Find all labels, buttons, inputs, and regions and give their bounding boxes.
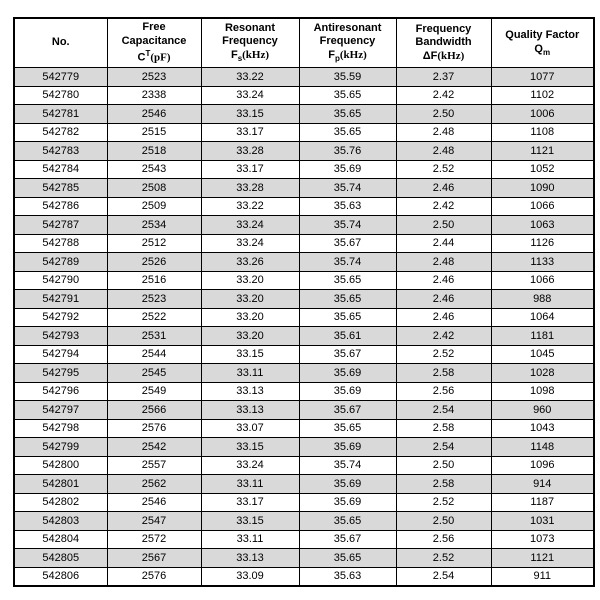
cell-no: 542801 <box>14 475 107 494</box>
cell-frequency-bandwidth: 2.46 <box>396 271 491 290</box>
cell-frequency-bandwidth: 2.54 <box>396 438 491 457</box>
cell-frequency-bandwidth: 2.48 <box>396 142 491 161</box>
cell-free-capacitance: 2572 <box>107 530 201 549</box>
table-row <box>14 179 594 198</box>
cell-antiresonant-frequency: 35.69 <box>299 160 396 179</box>
cell-frequency-bandwidth: 2.46 <box>396 290 491 309</box>
table-row <box>14 68 594 87</box>
cell-quality-factor: 1096 <box>491 456 594 475</box>
cell-quality-factor: 1043 <box>491 419 594 438</box>
cell-no: 542780 <box>14 86 107 105</box>
cell-antiresonant-frequency: 35.67 <box>299 234 396 253</box>
cell-no: 542806 <box>14 567 107 586</box>
cell-frequency-bandwidth: 2.52 <box>396 549 491 568</box>
cell-no: 542796 <box>14 382 107 401</box>
cell-resonant-frequency: 33.24 <box>201 216 299 235</box>
cell-frequency-bandwidth: 2.52 <box>396 160 491 179</box>
column-header-antiresonant-frequency <box>299 18 396 68</box>
cell-antiresonant-frequency: 35.65 <box>299 271 396 290</box>
cell-free-capacitance: 2523 <box>107 68 201 87</box>
cell-free-capacitance: 2545 <box>107 364 201 383</box>
cell-resonant-frequency: 33.13 <box>201 549 299 568</box>
cell-quality-factor: 911 <box>491 567 594 586</box>
cell-no: 542782 <box>14 123 107 142</box>
cell-free-capacitance: 2509 <box>107 197 201 216</box>
cell-quality-factor: 960 <box>491 401 594 420</box>
cell-free-capacitance: 2543 <box>107 160 201 179</box>
column-title: Free Capacitance <box>121 21 187 47</box>
cell-antiresonant-frequency: 35.74 <box>299 216 396 235</box>
cell-frequency-bandwidth: 2.46 <box>396 308 491 327</box>
cell-no: 542787 <box>14 216 107 235</box>
cell-frequency-bandwidth: 2.50 <box>396 456 491 475</box>
table-header <box>14 18 594 68</box>
column-symbol: $F_s(kHz)$ <box>230 49 270 64</box>
cell-no: 542797 <box>14 401 107 420</box>
cell-quality-factor: 1126 <box>491 234 594 253</box>
cell-no: 542783 <box>14 142 107 161</box>
cell-quality-factor: 1181 <box>491 327 594 346</box>
cell-free-capacitance: 2557 <box>107 456 201 475</box>
cell-antiresonant-frequency: 35.65 <box>299 86 396 105</box>
cell-frequency-bandwidth: 2.56 <box>396 530 491 549</box>
table-row <box>14 475 594 494</box>
cell-quality-factor: 914 <box>491 475 594 494</box>
cell-quality-factor: 1090 <box>491 179 594 198</box>
cell-resonant-frequency: 33.17 <box>201 123 299 142</box>
table-row <box>14 271 594 290</box>
table-row <box>14 493 594 512</box>
column-symbol: $C^T(pF)$ <box>137 48 171 64</box>
cell-free-capacitance: 2338 <box>107 86 201 105</box>
table-row <box>14 86 594 105</box>
cell-resonant-frequency: 33.28 <box>201 142 299 161</box>
column-symbol: ΔF(kHz) <box>422 50 465 63</box>
cell-frequency-bandwidth: 2.44 <box>396 234 491 253</box>
cell-free-capacitance: 2542 <box>107 438 201 457</box>
cell-resonant-frequency: 33.17 <box>201 160 299 179</box>
cell-no: 542799 <box>14 438 107 457</box>
cell-free-capacitance: 2546 <box>107 493 201 512</box>
column-header-free-capacitance <box>107 18 201 68</box>
cell-resonant-frequency: 33.24 <box>201 456 299 475</box>
cell-antiresonant-frequency: 35.67 <box>299 530 396 549</box>
cell-antiresonant-frequency: 35.76 <box>299 142 396 161</box>
cell-resonant-frequency: 33.09 <box>201 567 299 586</box>
cell-antiresonant-frequency: 35.63 <box>299 197 396 216</box>
cell-no: 542800 <box>14 456 107 475</box>
cell-antiresonant-frequency: 35.63 <box>299 567 396 586</box>
cell-resonant-frequency: 33.17 <box>201 493 299 512</box>
cell-antiresonant-frequency: 35.74 <box>299 179 396 198</box>
table-row <box>14 160 594 179</box>
table-row <box>14 234 594 253</box>
cell-resonant-frequency: 33.20 <box>201 327 299 346</box>
cell-free-capacitance: 2576 <box>107 567 201 586</box>
cell-antiresonant-frequency: 35.69 <box>299 438 396 457</box>
cell-frequency-bandwidth: 2.56 <box>396 382 491 401</box>
cell-quality-factor: 1031 <box>491 512 594 531</box>
cell-antiresonant-frequency: 35.67 <box>299 401 396 420</box>
cell-resonant-frequency: 33.15 <box>201 105 299 124</box>
cell-resonant-frequency: 33.22 <box>201 68 299 87</box>
cell-free-capacitance: 2544 <box>107 345 201 364</box>
cell-quality-factor: 1066 <box>491 197 594 216</box>
column-header-frequency-bandwidth <box>396 18 491 68</box>
cell-resonant-frequency: 33.11 <box>201 475 299 494</box>
table-row <box>14 105 594 124</box>
column-symbol: $F_p(kHz)$ <box>328 49 367 64</box>
cell-frequency-bandwidth: 2.37 <box>396 68 491 87</box>
column-header-quality-factor <box>491 18 594 68</box>
table-row <box>14 549 594 568</box>
cell-quality-factor: 1108 <box>491 123 594 142</box>
cell-quality-factor: 1098 <box>491 382 594 401</box>
column-header-no <box>14 18 107 68</box>
cell-resonant-frequency: 33.13 <box>201 382 299 401</box>
table-row <box>14 197 594 216</box>
cell-resonant-frequency: 33.07 <box>201 419 299 438</box>
table-row <box>14 253 594 272</box>
cell-antiresonant-frequency: 35.65 <box>299 549 396 568</box>
cell-antiresonant-frequency: 35.61 <box>299 327 396 346</box>
cell-quality-factor: 1006 <box>491 105 594 124</box>
cell-quality-factor: 1028 <box>491 364 594 383</box>
cell-free-capacitance: 2576 <box>107 419 201 438</box>
cell-no: 542784 <box>14 160 107 179</box>
cell-frequency-bandwidth: 2.54 <box>396 401 491 420</box>
cell-free-capacitance: 2546 <box>107 105 201 124</box>
cell-quality-factor: 1077 <box>491 68 594 87</box>
cell-antiresonant-frequency: 35.65 <box>299 419 396 438</box>
table-row <box>14 512 594 531</box>
cell-antiresonant-frequency: 35.69 <box>299 493 396 512</box>
cell-resonant-frequency: 33.20 <box>201 271 299 290</box>
cell-frequency-bandwidth: 2.50 <box>396 216 491 235</box>
cell-antiresonant-frequency: 35.65 <box>299 290 396 309</box>
cell-frequency-bandwidth: 2.58 <box>396 364 491 383</box>
cell-no: 542779 <box>14 68 107 87</box>
cell-frequency-bandwidth: 2.54 <box>396 567 491 586</box>
table-row <box>14 327 594 346</box>
cell-free-capacitance: 2562 <box>107 475 201 494</box>
cell-antiresonant-frequency: 35.65 <box>299 512 396 531</box>
cell-antiresonant-frequency: 35.74 <box>299 253 396 272</box>
measurement-table <box>13 17 595 587</box>
cell-antiresonant-frequency: 35.67 <box>299 345 396 364</box>
column-title: Resonant Frequency <box>222 21 278 48</box>
column-title: Antiresonant Frequency <box>313 21 382 48</box>
cell-frequency-bandwidth: 2.52 <box>396 345 491 364</box>
cell-no: 542792 <box>14 308 107 327</box>
cell-no: 542803 <box>14 512 107 531</box>
cell-resonant-frequency: 33.22 <box>201 197 299 216</box>
cell-frequency-bandwidth: 2.52 <box>396 493 491 512</box>
cell-frequency-bandwidth: 2.42 <box>396 327 491 346</box>
cell-free-capacitance: 2522 <box>107 308 201 327</box>
cell-antiresonant-frequency: 35.69 <box>299 475 396 494</box>
cell-no: 542795 <box>14 364 107 383</box>
table-row <box>14 308 594 327</box>
cell-no: 542794 <box>14 345 107 364</box>
column-title: No. <box>51 36 70 49</box>
cell-free-capacitance: 2515 <box>107 123 201 142</box>
cell-quality-factor: 1052 <box>491 160 594 179</box>
table-row <box>14 456 594 475</box>
table-row <box>14 438 594 457</box>
cell-no: 542786 <box>14 197 107 216</box>
table-row <box>14 290 594 309</box>
cell-frequency-bandwidth: 2.46 <box>396 179 491 198</box>
table-row <box>14 216 594 235</box>
cell-resonant-frequency: 33.15 <box>201 438 299 457</box>
cell-antiresonant-frequency: 35.59 <box>299 68 396 87</box>
cell-resonant-frequency: 33.15 <box>201 512 299 531</box>
cell-no: 542804 <box>14 530 107 549</box>
cell-quality-factor: 1102 <box>491 86 594 105</box>
cell-free-capacitance: 2547 <box>107 512 201 531</box>
cell-no: 542793 <box>14 327 107 346</box>
cell-resonant-frequency: 33.28 <box>201 179 299 198</box>
table-body <box>14 68 594 587</box>
cell-quality-factor: 1045 <box>491 345 594 364</box>
cell-free-capacitance: 2531 <box>107 327 201 346</box>
table-row <box>14 142 594 161</box>
cell-quality-factor: 1064 <box>491 308 594 327</box>
cell-quality-factor: 1133 <box>491 253 594 272</box>
table-row <box>14 419 594 438</box>
cell-free-capacitance: 2512 <box>107 234 201 253</box>
cell-no: 542791 <box>14 290 107 309</box>
cell-free-capacitance: 2567 <box>107 549 201 568</box>
column-title: Frequency Bandwidth <box>415 22 472 48</box>
cell-antiresonant-frequency: 35.65 <box>299 105 396 124</box>
cell-quality-factor: 1066 <box>491 271 594 290</box>
cell-no: 542781 <box>14 105 107 124</box>
cell-resonant-frequency: 33.24 <box>201 86 299 105</box>
table-row <box>14 530 594 549</box>
cell-no: 542802 <box>14 493 107 512</box>
cell-antiresonant-frequency: 35.65 <box>299 308 396 327</box>
table-row <box>14 567 594 586</box>
cell-resonant-frequency: 33.15 <box>201 345 299 364</box>
cell-quality-factor: 1073 <box>491 530 594 549</box>
cell-quality-factor: 1187 <box>491 493 594 512</box>
cell-no: 542790 <box>14 271 107 290</box>
cell-quality-factor: 988 <box>491 290 594 309</box>
cell-frequency-bandwidth: 2.42 <box>396 197 491 216</box>
cell-free-capacitance: 2534 <box>107 216 201 235</box>
cell-free-capacitance: 2523 <box>107 290 201 309</box>
cell-antiresonant-frequency: 35.74 <box>299 456 396 475</box>
cell-resonant-frequency: 33.20 <box>201 290 299 309</box>
measurement-table-container <box>13 17 595 587</box>
cell-no: 542788 <box>14 234 107 253</box>
cell-free-capacitance: 2549 <box>107 382 201 401</box>
cell-resonant-frequency: 33.11 <box>201 530 299 549</box>
cell-frequency-bandwidth: 2.50 <box>396 105 491 124</box>
table-row <box>14 123 594 142</box>
cell-no: 542785 <box>14 179 107 198</box>
cell-frequency-bandwidth: 2.50 <box>396 512 491 531</box>
table-row <box>14 364 594 383</box>
cell-resonant-frequency: 33.11 <box>201 364 299 383</box>
cell-antiresonant-frequency: 35.69 <box>299 382 396 401</box>
column-title: Quality Factor <box>505 28 580 41</box>
cell-free-capacitance: 2516 <box>107 271 201 290</box>
cell-no: 542798 <box>14 419 107 438</box>
cell-no: 542789 <box>14 253 107 272</box>
cell-resonant-frequency: 33.13 <box>201 401 299 420</box>
table-row <box>14 345 594 364</box>
table-row <box>14 382 594 401</box>
cell-frequency-bandwidth: 2.48 <box>396 123 491 142</box>
cell-quality-factor: 1063 <box>491 216 594 235</box>
header-row <box>14 18 594 68</box>
column-symbol: $Q_m$ <box>534 42 551 57</box>
cell-resonant-frequency: 33.20 <box>201 308 299 327</box>
cell-free-capacitance: 2518 <box>107 142 201 161</box>
cell-resonant-frequency: 33.26 <box>201 253 299 272</box>
table-row <box>14 401 594 420</box>
cell-free-capacitance: 2526 <box>107 253 201 272</box>
cell-frequency-bandwidth: 2.58 <box>396 419 491 438</box>
cell-free-capacitance: 2508 <box>107 179 201 198</box>
cell-antiresonant-frequency: 35.65 <box>299 123 396 142</box>
cell-frequency-bandwidth: 2.58 <box>396 475 491 494</box>
column-header-resonant-frequency <box>201 18 299 68</box>
cell-free-capacitance: 2566 <box>107 401 201 420</box>
cell-frequency-bandwidth: 2.42 <box>396 86 491 105</box>
cell-quality-factor: 1148 <box>491 438 594 457</box>
cell-quality-factor: 1121 <box>491 142 594 161</box>
cell-frequency-bandwidth: 2.48 <box>396 253 491 272</box>
cell-antiresonant-frequency: 35.69 <box>299 364 396 383</box>
cell-resonant-frequency: 33.24 <box>201 234 299 253</box>
cell-quality-factor: 1121 <box>491 549 594 568</box>
cell-no: 542805 <box>14 549 107 568</box>
